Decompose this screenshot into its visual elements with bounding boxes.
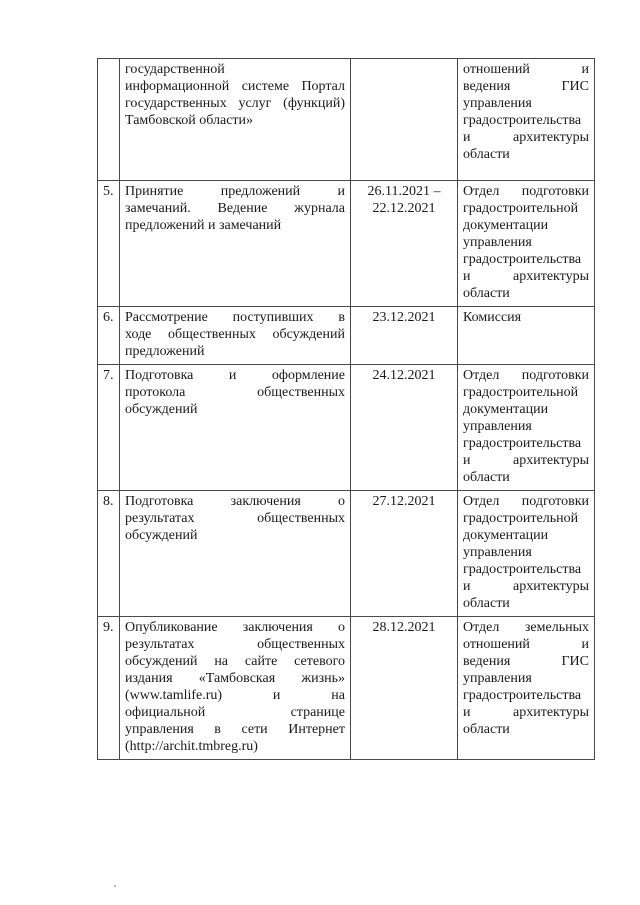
responsible-cell <box>458 491 595 617</box>
responsible-cell-line: области <box>463 286 510 301</box>
responsible-cell-line: и архитектуры <box>463 579 589 594</box>
action-cell-line: предложений <box>125 344 205 359</box>
responsible-cell-line: градостроительства <box>463 436 582 451</box>
responsible-cell-line: и архитектуры <box>463 130 589 145</box>
table-row <box>98 491 595 617</box>
responsible-cell <box>458 307 595 365</box>
action-cell-line: результатах общественных <box>125 511 345 526</box>
date-cell: 24.12.2021 <box>351 365 458 491</box>
responsible-cell-line: и архитектуры <box>463 269 589 284</box>
responsible-cell-line: градостроительства <box>463 562 582 577</box>
row-number: 5. <box>98 181 120 307</box>
date-cell <box>351 59 458 181</box>
row-number: 6. <box>98 307 120 365</box>
date-cell: 27.12.2021 <box>351 491 458 617</box>
action-cell-line: протокола общественных <box>125 385 345 400</box>
responsible-cell-line: градостроительной <box>463 201 579 216</box>
row-number: 9. <box>98 617 120 760</box>
responsible-cell-line: управления <box>463 96 532 111</box>
action-cell-line: государственной <box>125 62 225 77</box>
responsible-cell-line: и архитектуры <box>463 453 589 468</box>
action-cell-line: государственных услуг (функций) <box>125 96 345 111</box>
action-cell-line: Подготовка и оформление <box>125 368 345 383</box>
responsible-cell-line: Отдел земельных <box>463 620 589 635</box>
action-cell-line: официальной странице <box>125 705 345 720</box>
responsible-cell-line: градостроительства <box>463 688 582 703</box>
responsible-cell-line: области <box>463 470 510 485</box>
responsible-cell-line: Комиссия <box>463 310 522 325</box>
action-cell <box>120 365 351 491</box>
action-cell-line: издания «Тамбовская жизнь» <box>125 671 345 686</box>
table-row <box>98 59 595 181</box>
table-row <box>98 365 595 491</box>
responsible-cell-line: и архитектуры <box>463 705 589 720</box>
responsible-cell <box>458 365 595 491</box>
responsible-cell-line: Отдел подготовки <box>463 494 589 509</box>
responsible-cell-line: градостроительной <box>463 385 579 400</box>
action-cell-line: Опубликование заключения о <box>125 620 345 635</box>
action-cell <box>120 181 351 307</box>
action-cell-line: обсуждений на сайте сетевого <box>125 654 345 669</box>
responsible-cell <box>458 59 595 181</box>
action-cell-line: ходе общественных обсуждений <box>125 327 345 342</box>
schedule-table-body <box>98 59 595 760</box>
action-cell-line: предложений и замечаний <box>125 218 282 233</box>
row-number <box>98 59 120 181</box>
responsible-cell-line: градостроительной <box>463 511 579 526</box>
table-row <box>98 181 595 307</box>
action-cell <box>120 491 351 617</box>
row-number: 8. <box>98 491 120 617</box>
responsible-cell-line: ведения ГИС <box>463 654 589 669</box>
responsible-cell-line: Отдел подготовки <box>463 368 589 383</box>
action-cell-line: Тамбовской области» <box>125 113 254 128</box>
date-cell: 23.12.2021 <box>351 307 458 365</box>
action-cell-line: Принятие предложений и <box>125 184 345 199</box>
responsible-cell-line: документации <box>463 402 549 417</box>
responsible-cell <box>458 617 595 760</box>
action-cell-line: замечаний. Ведение журнала <box>125 201 345 216</box>
action-cell <box>120 307 351 365</box>
schedule-table <box>97 58 595 760</box>
responsible-cell-line: градостроительства <box>463 252 582 267</box>
action-cell-line: Подготовка заключения о <box>125 494 345 509</box>
responsible-cell-line: документации <box>463 218 549 233</box>
action-cell-line: (www.tamlife.ru) и на <box>125 688 345 703</box>
responsible-cell-line: управления <box>463 671 532 686</box>
action-cell-line: обсуждений <box>125 528 198 543</box>
responsible-cell <box>458 181 595 307</box>
responsible-cell-line: управления <box>463 419 532 434</box>
responsible-cell-line: отношений и <box>463 637 589 652</box>
action-cell-line: обсуждений <box>125 402 198 417</box>
date-cell: 26.11.2021 – 22.12.2021 <box>351 181 458 307</box>
responsible-cell-line: градостроительства <box>463 113 582 128</box>
responsible-cell-line: Отдел подготовки <box>463 184 589 199</box>
table-row <box>98 617 595 760</box>
responsible-cell-line: области <box>463 147 510 162</box>
responsible-cell-line: документации <box>463 528 549 543</box>
action-cell-line: управления в сети Интернет <box>125 722 345 737</box>
responsible-cell-line: области <box>463 722 510 737</box>
row-number: 7. <box>98 365 120 491</box>
action-cell-line: Рассмотрение поступивших в <box>125 310 345 325</box>
action-cell <box>120 59 351 181</box>
responsible-cell-line: управления <box>463 545 532 560</box>
scan-speck <box>114 885 116 887</box>
action-cell-line: информационной системе Портал <box>125 79 345 94</box>
action-cell-line: (http://archit.tmbreg.ru) <box>125 739 258 754</box>
action-cell <box>120 617 351 760</box>
table-row <box>98 307 595 365</box>
action-cell-line: результатах общественных <box>125 637 345 652</box>
date-cell: 28.12.2021 <box>351 617 458 760</box>
responsible-cell-line: области <box>463 596 510 611</box>
responsible-cell-line: ведения ГИС <box>463 79 589 94</box>
responsible-cell-line: управления <box>463 235 532 250</box>
responsible-cell-line: отношений и <box>463 62 589 77</box>
